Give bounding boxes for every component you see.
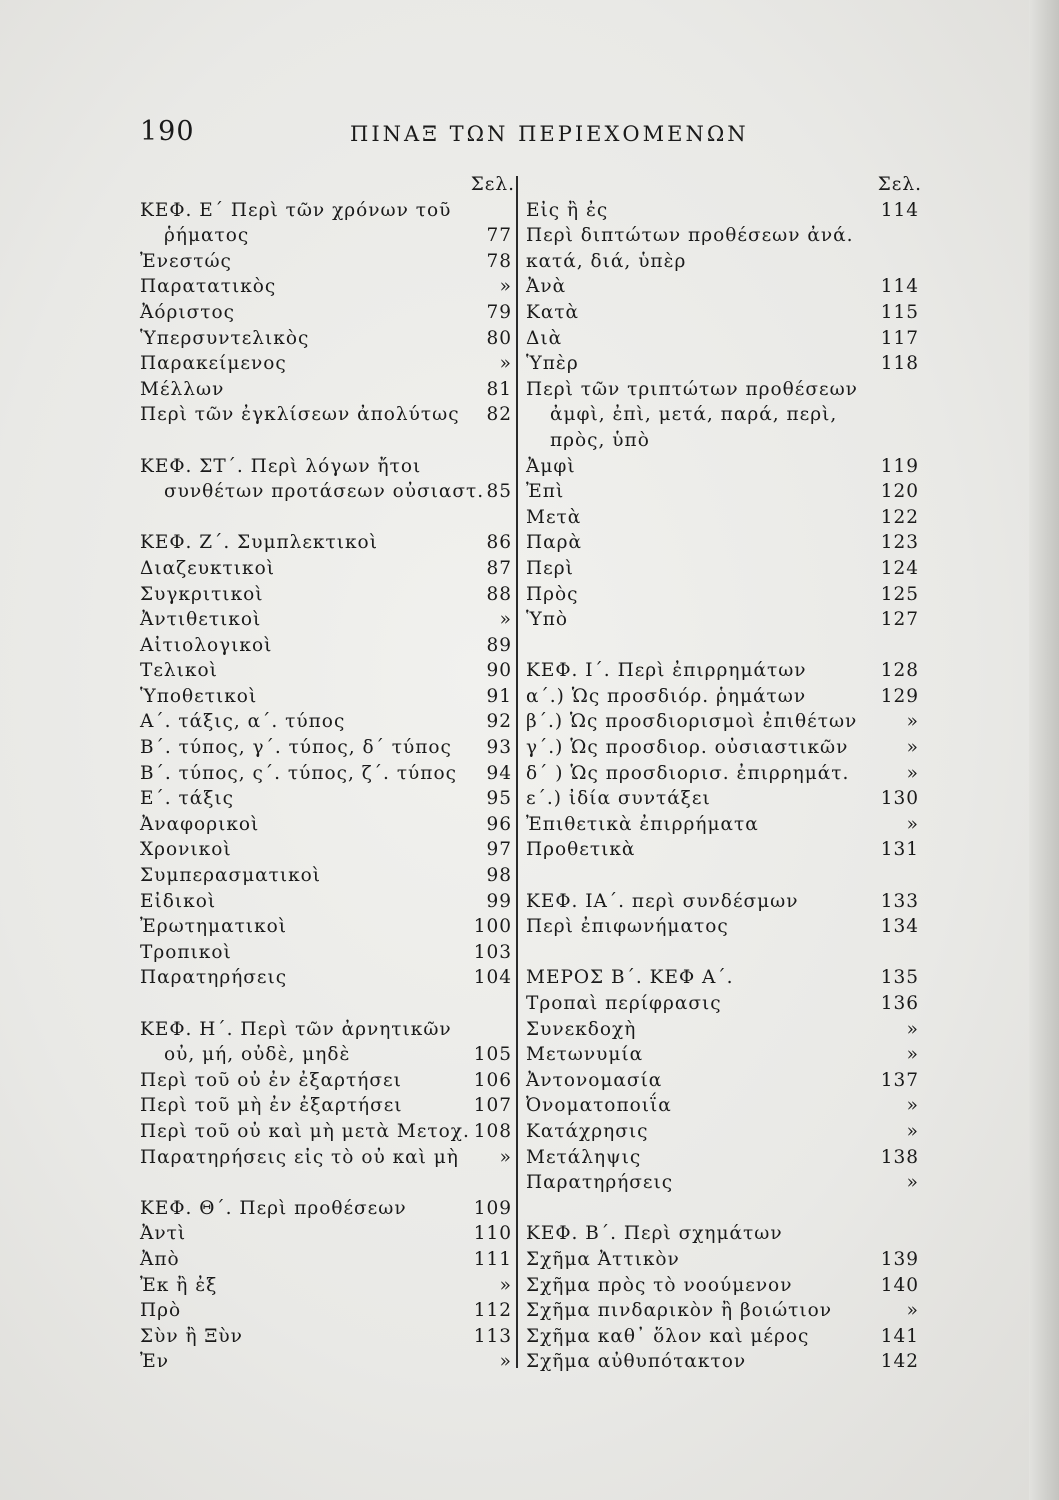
toc-entry-title: Σὺν ἢ Ξὺν: [140, 1325, 243, 1347]
toc-entry-page: 100: [473, 916, 512, 938]
toc-entry-title: δ΄ ) Ὡς προσδιορισ. ἐπιρρημάτ.: [526, 762, 850, 784]
toc-entry-page: 103: [473, 941, 512, 963]
toc-entry: [140, 1093, 515, 1119]
toc-entry: [526, 249, 922, 275]
toc-entry-title: Περὶ: [526, 557, 574, 579]
toc-entry-page: 139: [880, 1248, 919, 1270]
toc-entry: [140, 428, 515, 454]
toc-entry: [526, 351, 922, 377]
toc-entry-title: ΚΕΦ. ΣΤ΄. Περὶ λόγων ἤτοι: [140, 455, 422, 477]
toc-entry-page: 79: [486, 301, 512, 323]
toc-entry-page: 104: [473, 967, 512, 989]
toc-entry-title: Ἀόριστος: [140, 301, 235, 323]
toc-entry-page: »: [499, 1351, 512, 1373]
toc-entry-page: »: [906, 1172, 919, 1194]
toc-entry-page: 89: [486, 634, 512, 656]
toc-entry-page: »: [906, 1044, 919, 1066]
toc-entry-title: Ὑπὲρ: [526, 353, 579, 375]
toc-entry-page: 81: [486, 378, 512, 400]
toc-entry: [526, 530, 922, 556]
toc-entry: [140, 889, 515, 915]
toc-entry-page: 94: [486, 762, 512, 784]
toc-entry: [140, 1196, 515, 1222]
toc-entry: [526, 658, 922, 684]
toc-entry-title: Παρατατικὸς: [140, 276, 277, 298]
toc-entry: [526, 1119, 922, 1145]
toc-entry: [526, 479, 922, 505]
toc-entry-page: 130: [880, 788, 919, 810]
toc-entry-title: Α΄. τάξις, α΄. τύπος: [140, 711, 346, 733]
toc-entry: [526, 812, 922, 838]
toc-right-column: [526, 172, 922, 1375]
toc-entry-title: Μετὰ: [526, 506, 582, 528]
toc-entry-title: ΜΕΡΟΣ Β΄. ΚΕΦ Α΄.: [526, 967, 734, 989]
toc-entry: [140, 633, 515, 659]
running-title: ΠΙΝΑΞ ΤΩΝ ΠΕΡΙΕΧΟΜΕΝΩΝ: [350, 122, 749, 146]
toc-entry-page: 97: [486, 839, 512, 861]
toc-entry-page: 127: [880, 609, 919, 631]
toc-entry: [140, 1170, 515, 1196]
toc-entry-page: »: [499, 1274, 512, 1296]
toc-entry-title: α΄.) Ὡς προσδιόρ. ῥημάτων: [526, 685, 807, 707]
toc-entry-title: Ἀμφὶ: [526, 455, 576, 477]
toc-entry: [526, 1349, 922, 1375]
toc-entry-title: Ὀνοματοποιΐα: [526, 1095, 672, 1117]
toc-entry: [140, 326, 515, 352]
toc-entry-title: Ἀντιθετικοὶ: [140, 609, 262, 631]
toc-entry-title: Πρὸ: [140, 1300, 182, 1322]
page-column-label-row: [526, 172, 922, 198]
toc-entry-page: 85: [486, 481, 512, 503]
toc-entry: [526, 582, 922, 608]
toc-entry: [526, 735, 922, 761]
toc-entry-title: Περὶ τοῦ οὐ καὶ μὴ μετὰ Μετοχ.: [140, 1120, 470, 1142]
toc-entry-title: Ε΄. τάξις: [140, 788, 235, 810]
toc-entry: [526, 1196, 922, 1222]
toc-entry-page: 119: [880, 455, 919, 477]
toc-entry-title: Ἐν: [140, 1351, 170, 1373]
toc-entry-title: Ἀντονομασία: [526, 1069, 663, 1091]
toc-entry-title: ε΄.) ἰδία συντάξει: [526, 788, 711, 810]
page-gutter: [1029, 0, 1059, 1500]
toc-entry: [526, 505, 922, 531]
toc-entry-title: ΚΕΦ. Η΄. Περὶ τῶν ἀρνητικῶν: [140, 1018, 452, 1040]
toc-entry: [140, 1298, 515, 1324]
toc-entry-page: 111: [473, 1248, 512, 1270]
toc-entry: [526, 837, 922, 863]
toc-entry-title: συνθέτων προτάσεων οὐσιαστ.: [164, 481, 485, 503]
toc-entry-page: 122: [880, 506, 919, 528]
toc-entry-page: 125: [880, 583, 919, 605]
toc-entry-page: »: [499, 1146, 512, 1168]
toc-entry-title: ἀμφὶ, ἐπὶ, μετά, παρά, περὶ,: [550, 404, 838, 426]
toc-entry: [140, 274, 515, 300]
toc-entry: [526, 428, 922, 454]
toc-entry-title: Περὶ τοῦ μὴ ἐν ἐξαρτήσει: [140, 1095, 403, 1117]
toc-entry-title: Τελικοὶ: [140, 660, 218, 682]
toc-entry-page: 123: [880, 532, 919, 554]
toc-entry-title: κατά, διά, ὑπὲρ: [526, 250, 687, 272]
toc-entry-page: 114: [880, 199, 919, 221]
toc-entry: [526, 761, 922, 787]
toc-entry: [140, 556, 515, 582]
toc-entry: [526, 1068, 922, 1094]
toc-entry-title: γ΄.) Ὡς προσδιορ. οὐσιαστικῶν: [526, 737, 849, 759]
toc-entry: [140, 837, 515, 863]
toc-entry: [526, 607, 922, 633]
toc-entry-page: »: [906, 1120, 919, 1142]
toc-entry-title: Συγκριτικοὶ: [140, 583, 264, 605]
toc-entry: [140, 300, 515, 326]
toc-entry-page: 115: [880, 301, 919, 323]
toc-entry: [526, 914, 922, 940]
toc-entry-title: Παρὰ: [526, 532, 582, 554]
toc-entry-page: »: [499, 353, 512, 375]
toc-entry-page: 78: [486, 250, 512, 272]
toc-entry-title: Ἐνεστώς: [140, 250, 232, 272]
toc-entry-title: Ἀνὰ: [526, 276, 567, 298]
toc-entry: [140, 761, 515, 787]
toc-entry: [140, 1273, 515, 1299]
toc-entry-title: Αἰτιολογικοὶ: [140, 634, 273, 656]
toc-entry-title: Ἀντὶ: [140, 1223, 187, 1245]
toc-entry: [140, 940, 515, 966]
toc-entry: [140, 249, 515, 275]
toc-entry-page: 110: [473, 1223, 512, 1245]
toc-entry-title: Διὰ: [526, 327, 563, 349]
toc-entry: [526, 965, 922, 991]
toc-entry: [140, 223, 515, 249]
toc-entry-page: 133: [880, 890, 919, 912]
toc-entry: [526, 300, 922, 326]
toc-entry: [140, 1349, 515, 1375]
toc-left-column: [140, 172, 515, 1375]
toc-entry: [526, 940, 922, 966]
toc-entry: [526, 1298, 922, 1324]
toc-entry: [526, 684, 922, 710]
toc-entry-page: »: [499, 276, 512, 298]
toc-entry-page: 113: [473, 1325, 512, 1347]
toc-entry-title: Περὶ τῶν τριπτώτων προθέσεων: [526, 378, 858, 400]
toc-entry: [526, 377, 922, 403]
toc-entry-title: Πρὸς: [526, 583, 579, 605]
toc-entry-title: Σχῆμα πρὸς τὸ νοούμενον: [526, 1274, 793, 1296]
toc-entry: [526, 991, 922, 1017]
toc-entry: [140, 351, 515, 377]
toc-entry-page: 105: [473, 1044, 512, 1066]
toc-entry: [140, 1221, 515, 1247]
toc-entry-title: Προθετικὰ: [526, 839, 636, 861]
toc-entry-title: Εἰδικοὶ: [140, 890, 217, 912]
toc-entry-title: Μετωνυμία: [526, 1044, 644, 1066]
toc-entry: [140, 454, 515, 480]
toc-entry-title: Παρατηρήσεις: [526, 1172, 674, 1194]
toc-entry-title: Περὶ τοῦ οὐ ἐν ἐξαρτήσει: [140, 1069, 402, 1091]
toc-entry: [140, 198, 515, 224]
toc-entry-page: 90: [486, 660, 512, 682]
toc-entry-title: ῥήματος: [164, 225, 250, 247]
toc-entry-page: 118: [880, 353, 919, 375]
page-column-label: Σελ.: [470, 174, 515, 195]
toc-entry-title: Παρατηρήσεις εἰς τὸ οὐ καὶ μὴ: [140, 1146, 459, 1168]
toc-entry: [526, 633, 922, 659]
toc-entry: [140, 965, 515, 991]
toc-entry: [140, 1145, 515, 1171]
toc-entry-page: »: [906, 1018, 919, 1040]
toc-entry: [140, 1324, 515, 1350]
toc-entry: [140, 991, 515, 1017]
toc-entry-page: 93: [486, 737, 512, 759]
toc-entry-title: Ὑποθετικοὶ: [140, 685, 258, 707]
toc-entry: [140, 402, 515, 428]
toc-entry: [526, 1273, 922, 1299]
toc-entry-title: Τροπικοὶ: [140, 941, 232, 963]
toc-entry-title: Κατὰ: [526, 301, 580, 323]
toc-entry-page: »: [906, 762, 919, 784]
toc-entry-title: Τροπαὶ περίφρασις: [526, 993, 722, 1014]
toc-entry-page: 114: [880, 276, 919, 298]
toc-entry: [140, 505, 515, 531]
toc-entry-title: Παρακείμενος: [140, 353, 287, 375]
toc-entry: [526, 1247, 922, 1273]
toc-entry-page: 129: [880, 685, 919, 707]
page-column-label-row: [140, 172, 515, 198]
toc-entry: [526, 1093, 922, 1119]
toc-entry-page: 106: [473, 1069, 512, 1091]
toc-entry-title: Β΄. τύπος, ς΄. τύπος, ζ΄. τύπος: [140, 762, 457, 784]
toc-entry-page: 120: [880, 481, 919, 503]
toc-entry-title: β΄.) Ὡς προσδιορισμοὶ ἐπιθέτων: [526, 711, 858, 733]
toc-entry-page: »: [906, 1095, 919, 1117]
toc-entry: [140, 1247, 515, 1273]
toc-entry: [526, 454, 922, 480]
toc-entry-title: Ἀναφορικοὶ: [140, 813, 260, 835]
toc-entry-title: ΚΕΦ. ΙΑ΄. περὶ συνδέσμων: [526, 890, 799, 912]
toc-entry: [140, 582, 515, 608]
toc-entry-title: ΚΕΦ. Β΄. Περὶ σχημάτων: [526, 1223, 783, 1245]
toc-entry: [526, 1042, 922, 1068]
toc-entry: [526, 1145, 922, 1171]
toc-entry: [526, 326, 922, 352]
toc-entry-page: »: [906, 813, 919, 835]
toc-entry-page: 117: [880, 327, 919, 349]
toc-entry-title: Συμπερασματικοὶ: [140, 865, 322, 887]
toc-entry-page: 88: [486, 583, 512, 605]
toc-entry: [140, 377, 515, 403]
toc-entry: [140, 1042, 515, 1068]
toc-entry: [526, 1170, 922, 1196]
toc-entry-title: Διαζευκτικοὶ: [140, 557, 275, 579]
toc-entry-page: 141: [880, 1325, 919, 1347]
toc-entry: [140, 1119, 515, 1145]
toc-entry-page: 91: [486, 685, 512, 707]
toc-entry: [526, 198, 922, 224]
toc-entry-title: Ὑπὸ: [526, 609, 569, 631]
toc-entry-title: Ἐκ ἢ ἐξ: [140, 1274, 218, 1296]
toc-entry-title: Χρονικοὶ: [140, 839, 232, 861]
column-divider: [516, 176, 518, 1368]
toc-entry-title: Ἀπὸ: [140, 1248, 180, 1270]
toc-entry-title: Ἐρωτηματικοὶ: [140, 916, 288, 938]
toc-entry-page: 136: [880, 993, 919, 1014]
toc-entry-page: 109: [473, 1197, 512, 1219]
toc-entry-page: 77: [486, 225, 512, 247]
toc-entry-page: 142: [880, 1351, 919, 1373]
toc-entry-page: 92: [486, 711, 512, 733]
toc-entry-page: 80: [486, 327, 512, 349]
toc-entry-title: Ἐπιθετικὰ ἐπιρρήματα: [526, 813, 759, 835]
toc-entry: [526, 863, 922, 889]
toc-entry-title: Σχῆμα καθ᾽ ὅλον καὶ μέρος: [526, 1325, 810, 1347]
toc-entry-title: Κατάχρησις: [526, 1120, 649, 1142]
toc-entry-title: Σχῆμα αὐθυπότακτον: [526, 1351, 747, 1373]
toc-entry-page: 140: [880, 1274, 919, 1296]
toc-entry-page: 87: [486, 557, 512, 579]
toc-entry: [526, 1324, 922, 1350]
toc-entry: [140, 914, 515, 940]
toc-entry-title: Περὶ ἐπιφωνήματος: [526, 916, 729, 938]
toc-entry-page: »: [906, 737, 919, 759]
toc-entry: [140, 1017, 515, 1043]
toc-entry-title: οὐ, μή, οὐδὲ, μηδὲ: [164, 1044, 351, 1066]
toc-entry: [140, 684, 515, 710]
toc-entry-page: 108: [473, 1120, 512, 1142]
toc-entry: [140, 812, 515, 838]
toc-entry-page: 135: [880, 967, 919, 989]
toc-entry: [526, 709, 922, 735]
toc-entry: [140, 1068, 515, 1094]
toc-entry: [140, 786, 515, 812]
toc-entry: [140, 479, 515, 505]
toc-entry: [140, 530, 515, 556]
toc-entry-page: 134: [880, 916, 919, 938]
toc-entry: [140, 658, 515, 684]
toc-entry-title: Ἐπὶ: [526, 481, 565, 503]
toc-entry-page: 95: [486, 788, 512, 810]
toc-entry-page: 86: [486, 532, 512, 554]
toc-entry-title: ΚΕΦ. Θ΄. Περὶ προθέσεων: [140, 1197, 407, 1219]
toc-entry-page: 82: [486, 404, 512, 426]
toc-entry: [526, 556, 922, 582]
toc-entry-page: 124: [880, 557, 919, 579]
toc-entry-title: Περὶ διπτώτων προθέσεων ἀνά.: [526, 225, 854, 247]
toc-entry: [140, 709, 515, 735]
toc-entry: [526, 1017, 922, 1043]
toc-entry-page: 96: [486, 813, 512, 835]
toc-entry-title: Εἰς ἢ ἐς: [526, 199, 609, 221]
toc-entry-title: Σχῆμα Ἀττικὸν: [526, 1248, 680, 1270]
toc-entry: [526, 786, 922, 812]
toc-entry-title: Β΄. τύπος, γ΄. τύπος, δ΄ τύπος: [140, 737, 452, 759]
toc-entry-title: Μέλλων: [140, 378, 225, 400]
toc-entry: [140, 863, 515, 889]
toc-entry-page: 131: [880, 839, 919, 861]
toc-entry-title: Παρατηρήσεις: [140, 967, 288, 989]
toc-entry-title: Συνεκδοχὴ: [526, 1018, 637, 1040]
toc-entry-title: ΚΕΦ. Ι΄. Περὶ ἐπιρρημάτων: [526, 660, 807, 682]
toc-entry: [526, 223, 922, 249]
toc-entry: [526, 1221, 922, 1247]
toc-entry-page: 128: [880, 660, 919, 682]
toc-entry-title: Ὑπερσυντελικὸς: [140, 327, 310, 349]
toc-entry-page: 137: [880, 1069, 919, 1091]
toc-entry-page: »: [906, 1300, 919, 1322]
page-column-label: Σελ.: [877, 174, 922, 195]
toc-entry-title: πρὸς, ὑπὸ: [550, 429, 650, 451]
toc-entry-page: 138: [880, 1146, 919, 1168]
toc-entry-title: Μετάληψις: [526, 1146, 642, 1168]
toc-entry-page: 112: [473, 1300, 512, 1322]
toc-entry-title: Περὶ τῶν ἐγκλίσεων ἀπολύτως: [140, 404, 460, 426]
toc-entry-page: 98: [486, 865, 512, 887]
toc-entry-page: »: [906, 711, 919, 733]
toc-entry: [140, 735, 515, 761]
toc-entry-title: ΚΕΦ. Ζ΄. Συμπλεκτικοὶ: [140, 532, 378, 554]
toc-entry-page: 99: [486, 890, 512, 912]
toc-entry: [526, 402, 922, 428]
toc-entry-title: Σχῆμα πινδαρικὸν ἢ βοιώτιον: [526, 1300, 833, 1322]
toc-entry-title: ΚΕΦ. Ε΄ Περὶ τῶν χρόνων τοῦ: [140, 199, 452, 221]
page-number: 190: [140, 116, 195, 147]
toc-entry-page: 107: [473, 1095, 512, 1117]
toc-entry: [526, 889, 922, 915]
toc-entry: [526, 274, 922, 300]
toc-entry: [140, 607, 515, 633]
toc-entry-page: »: [499, 609, 512, 631]
